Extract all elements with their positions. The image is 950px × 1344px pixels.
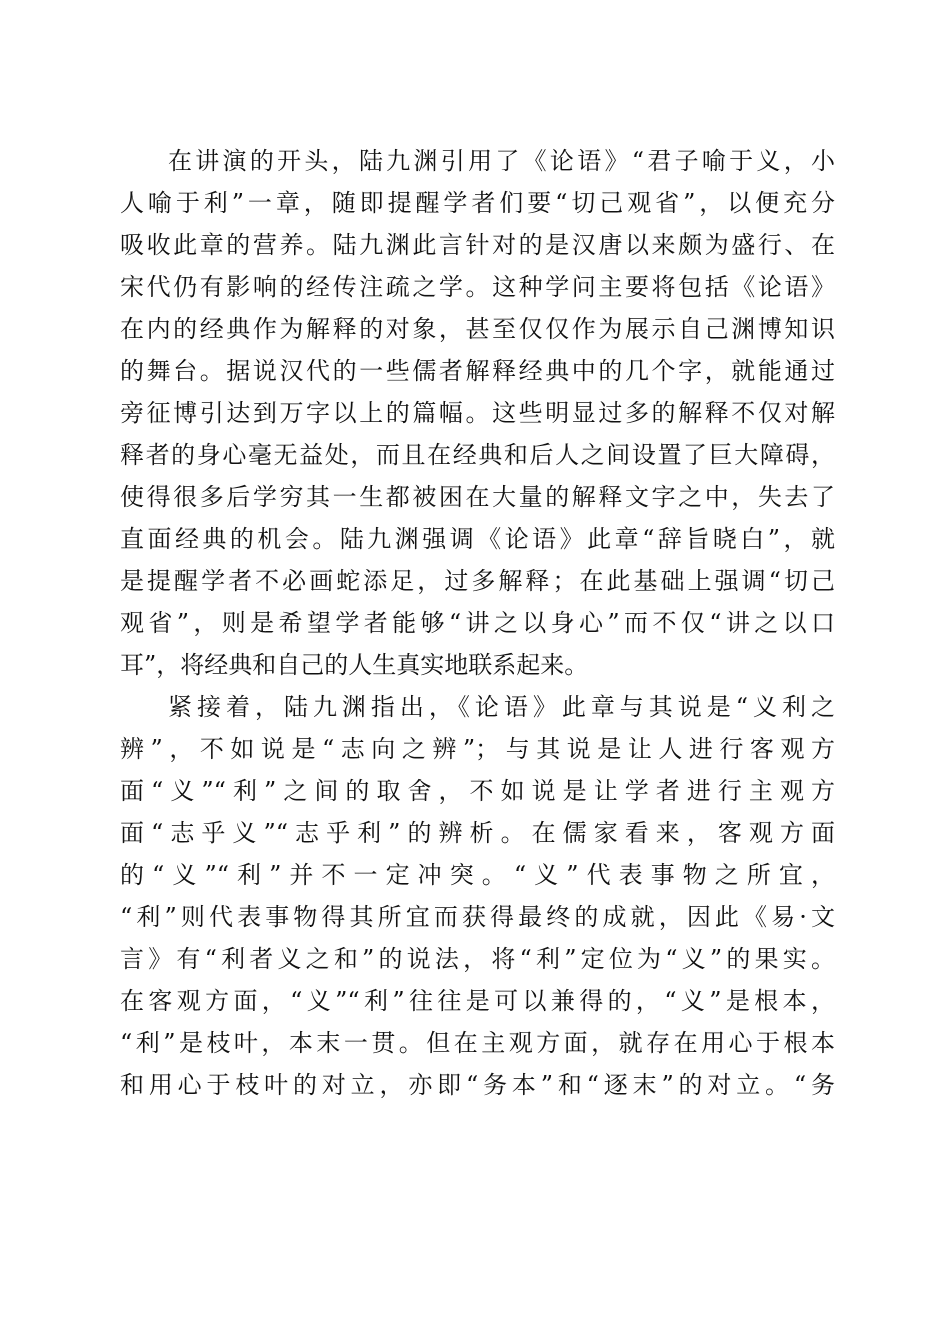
text-line: 面“义”“利”之间的取舍，不如说是让学者进行主观方 — [120, 777, 835, 805]
text-line: 在讲演的开头，陆九渊引用了《论语》“君子喻于义，小 — [168, 147, 835, 175]
text-line: 是提醒学者不必画蛇添足，过多解释；在此基础上强调“切己 — [120, 567, 835, 595]
paragraph-1 — [120, 140, 835, 686]
text-line: 耳”，将经典和自己的人生真实地联系起来。 — [120, 651, 589, 679]
text-line: 吸收此章的营养。陆九渊此言针对的是汉唐以来颇为盛行、在 — [120, 231, 835, 259]
text-line: 直面经典的机会。陆九渊强调《论语》此章“辞旨晓白”，就 — [120, 525, 835, 553]
text-line: “利”是枝叶，本末一贯。但在主观方面，就存在用心于根本 — [120, 1029, 835, 1057]
text-line: 和用心于枝叶的对立，亦即“务本”和“逐末”的对立。“务 — [120, 1071, 835, 1099]
text-line: 的舞台。据说汉代的一些儒者解释经典中的几个字，就能通过 — [120, 357, 835, 385]
text-line: 面“志乎义”“志乎利”的辨析。在儒家看来，客观方面 — [120, 819, 835, 847]
text-line: 在客观方面，“义”“利”往往是可以兼得的，“义”是根本， — [120, 987, 835, 1015]
text-line: 使得很多后学穷其一生都被困在大量的解释文字之中，失去了 — [120, 483, 835, 511]
text-line: 在内的经典作为解释的对象，甚至仅仅作为展示自己渊博知识 — [120, 315, 835, 343]
text-line: 旁征博引达到万字以上的篇幅。这些明显过多的解释不仅对解 — [120, 399, 835, 427]
paragraph-2 — [120, 686, 835, 1106]
text-line: 观省”，则是希望学者能够“讲之以身心”而不仅“讲之以口 — [120, 609, 835, 637]
text-line: 辨”，不如说是“志向之辨”；与其说是让人进行客观方 — [120, 735, 835, 763]
text-line: 人喻于利”一章，随即提醒学者们要“切己观省”，以便充分 — [120, 189, 835, 217]
text-line: “利”则代表事物得其所宜而获得最终的成就，因此《易·文 — [120, 903, 835, 931]
text-line: 宋代仍有影响的经传注疏之学。这种学问主要将包括《论语》 — [120, 273, 835, 301]
body-text — [120, 140, 835, 1106]
text-line: 的“义”“利”并不一定冲突。“义”代表事物之所宜， — [120, 861, 835, 889]
text-line: 言》有“利者义之和”的说法，将“利”定位为“义”的果实。 — [120, 945, 835, 973]
text-line: 释者的身心毫无益处，而且在经典和后人之间设置了巨大障碍， — [120, 441, 835, 469]
text-line: 紧接着，陆九渊指出，《论语》此章与其说是“义利之 — [168, 693, 835, 721]
